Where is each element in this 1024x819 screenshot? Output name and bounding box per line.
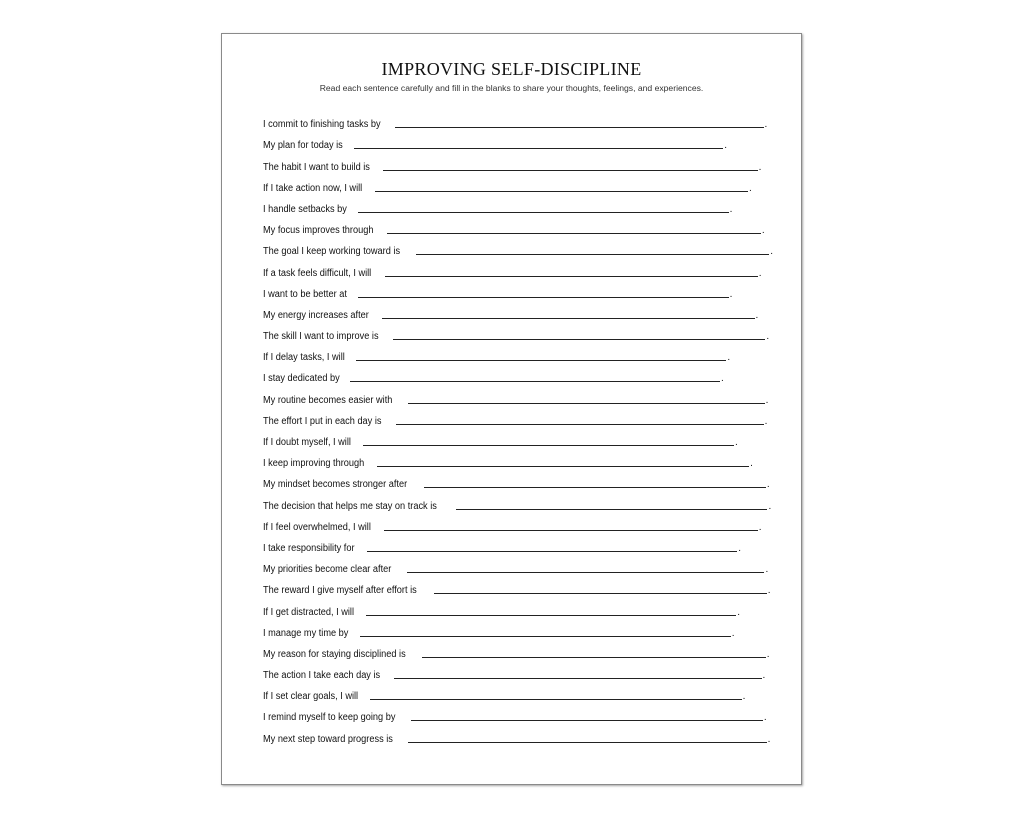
answer-blank[interactable] <box>408 742 766 743</box>
answer-blank[interactable] <box>363 445 734 446</box>
fill-in-prompt <box>263 639 773 660</box>
answer-blank[interactable] <box>356 360 727 361</box>
line-end-period: . <box>755 309 759 321</box>
line-end-period: . <box>729 203 733 215</box>
prompt-label: I take responsibility for <box>263 542 355 554</box>
line-end-period: . <box>763 712 767 724</box>
prompt-label: The reward I give myself after effort is <box>263 585 417 597</box>
line-end-period: . <box>765 564 769 576</box>
fill-in-prompt <box>263 363 773 384</box>
fill-in-prompt <box>263 215 773 236</box>
prompt-label: If I doubt myself, I will <box>263 437 351 448</box>
fill-in-prompt <box>263 681 773 702</box>
prompt-label: The goal I keep working toward is <box>263 246 401 258</box>
line-end-period: . <box>750 458 753 470</box>
fill-in-prompt <box>263 279 773 300</box>
prompt-label: My energy increases after <box>263 309 369 321</box>
fill-in-prompt <box>263 723 773 744</box>
prompt-label: If I delay tasks, I will <box>263 352 345 364</box>
fill-in-prompt <box>263 384 773 405</box>
prompt-label: My next step toward progress is <box>263 733 393 745</box>
answer-blank[interactable] <box>360 636 731 637</box>
line-end-period: . <box>768 500 772 512</box>
line-end-period: . <box>762 670 766 682</box>
line-end-period: . <box>767 585 771 597</box>
answer-blank[interactable] <box>383 170 757 171</box>
answer-blank[interactable] <box>395 127 764 128</box>
prompt-label: If I get distracted, I will <box>263 606 355 618</box>
answer-blank[interactable] <box>422 657 766 658</box>
line-end-period: . <box>724 140 728 152</box>
line-end-period: . <box>742 691 746 703</box>
line-end-period: . <box>766 479 770 491</box>
fill-in-prompt <box>263 342 773 363</box>
answer-blank[interactable] <box>382 318 754 319</box>
fill-in-prompt <box>263 596 773 617</box>
answer-blank[interactable] <box>416 254 769 255</box>
line-end-period: . <box>758 267 762 279</box>
prompt-label: If a task feels difficult, I will <box>263 267 372 279</box>
fill-in-prompt <box>263 236 773 257</box>
fill-in-prompt <box>263 427 773 448</box>
line-end-period: . <box>748 182 752 194</box>
answer-blank[interactable] <box>396 424 764 425</box>
fill-in-prompt <box>263 151 773 172</box>
prompt-label: My mindset becomes stronger after <box>263 479 408 491</box>
answer-blank[interactable] <box>377 466 749 467</box>
line-end-period: . <box>720 373 724 385</box>
fill-in-prompt <box>263 533 773 554</box>
line-end-period: . <box>731 627 735 639</box>
prompt-label: If I feel overwhelmed, I will <box>263 521 371 533</box>
line-end-period: . <box>758 161 762 173</box>
fill-in-prompt <box>263 173 773 194</box>
prompt-label: The effort I put in each day is <box>263 415 382 427</box>
answer-blank[interactable] <box>384 530 757 531</box>
fill-in-prompt <box>263 448 773 469</box>
line-end-period: . <box>766 648 770 660</box>
prompt-label: My routine becomes easier with <box>263 394 393 406</box>
fill-in-prompt <box>263 490 773 511</box>
fill-in-prompt <box>263 109 773 130</box>
prompt-label: I commit to finishing tasks by <box>263 119 381 131</box>
fill-in-prompt <box>263 130 773 151</box>
line-end-period: . <box>758 521 762 533</box>
prompt-label: I manage my time by <box>263 627 349 639</box>
prompt-label: If I set clear goals, I will <box>263 691 359 703</box>
answer-blank[interactable] <box>385 276 758 277</box>
fill-in-prompt <box>263 194 773 215</box>
answer-blank[interactable] <box>370 699 741 700</box>
fill-in-prompt <box>263 406 773 427</box>
line-end-period: . <box>770 246 774 258</box>
answer-blank[interactable] <box>424 487 766 488</box>
line-end-period: . <box>761 225 765 237</box>
prompt-label: I stay dedicated by <box>263 373 340 385</box>
prompt-label: My plan for today is <box>263 140 343 152</box>
line-end-period: . <box>765 394 769 406</box>
prompt-label: I want to be better at <box>263 288 347 300</box>
line-end-period: . <box>737 606 741 618</box>
answer-blank[interactable] <box>387 233 761 234</box>
fill-in-prompt <box>263 575 773 596</box>
answer-blank[interactable] <box>407 572 765 573</box>
answer-blank[interactable] <box>411 720 763 721</box>
prompt-label: My focus improves through <box>263 225 374 237</box>
line-end-period: . <box>738 542 742 554</box>
line-end-period: . <box>729 288 733 300</box>
prompt-label: My priorities become clear after <box>263 564 392 576</box>
line-end-period: . <box>767 733 771 745</box>
answer-blank[interactable] <box>367 551 738 552</box>
worksheet-instructions: Read each sentence carefully and fill in the blanks to share your thoughts, feelings, and experiences. <box>319 83 704 93</box>
answer-blank[interactable] <box>354 148 724 149</box>
prompt-label: I keep improving through <box>263 458 365 470</box>
fill-in-prompt <box>263 300 773 321</box>
prompt-label: The decision that helps me stay on track is <box>263 500 437 512</box>
answer-blank[interactable] <box>366 615 736 616</box>
prompt-label: The skill I want to improve is <box>263 331 379 343</box>
answer-blank[interactable] <box>434 593 767 594</box>
answer-blank[interactable] <box>358 212 728 213</box>
line-end-period: . <box>766 331 770 343</box>
fill-in-prompt <box>263 512 773 533</box>
prompt-label: The habit I want to build is <box>263 161 370 173</box>
worksheet-page <box>221 33 802 785</box>
answer-blank[interactable] <box>408 403 765 404</box>
fill-in-prompt <box>263 554 773 575</box>
prompt-label: I handle setbacks by <box>263 203 347 215</box>
line-end-period: . <box>727 352 731 364</box>
prompt-label: My reason for staying disciplined is <box>263 648 406 660</box>
prompt-list <box>263 109 773 745</box>
fill-in-prompt <box>263 618 773 639</box>
fill-in-prompt <box>263 702 773 723</box>
fill-in-prompt <box>263 660 773 681</box>
answer-blank[interactable] <box>375 191 748 192</box>
prompt-label: The action I take each day is <box>263 670 381 682</box>
line-end-period: . <box>764 119 768 131</box>
fill-in-prompt <box>263 469 773 490</box>
prompt-label: If I take action now, I will <box>263 182 363 194</box>
worksheet-title: IMPROVING SELF-DISCIPLINE <box>381 59 642 79</box>
answer-blank[interactable] <box>350 381 720 382</box>
line-end-period: . <box>734 437 738 448</box>
fill-in-prompt <box>263 257 773 278</box>
fill-in-prompt <box>263 321 773 342</box>
prompt-label: I remind myself to keep going by <box>263 712 396 724</box>
line-end-period: . <box>764 415 768 427</box>
answer-blank[interactable] <box>456 509 767 510</box>
answer-blank[interactable] <box>394 678 761 679</box>
answer-blank[interactable] <box>358 297 728 298</box>
answer-blank[interactable] <box>393 339 766 340</box>
